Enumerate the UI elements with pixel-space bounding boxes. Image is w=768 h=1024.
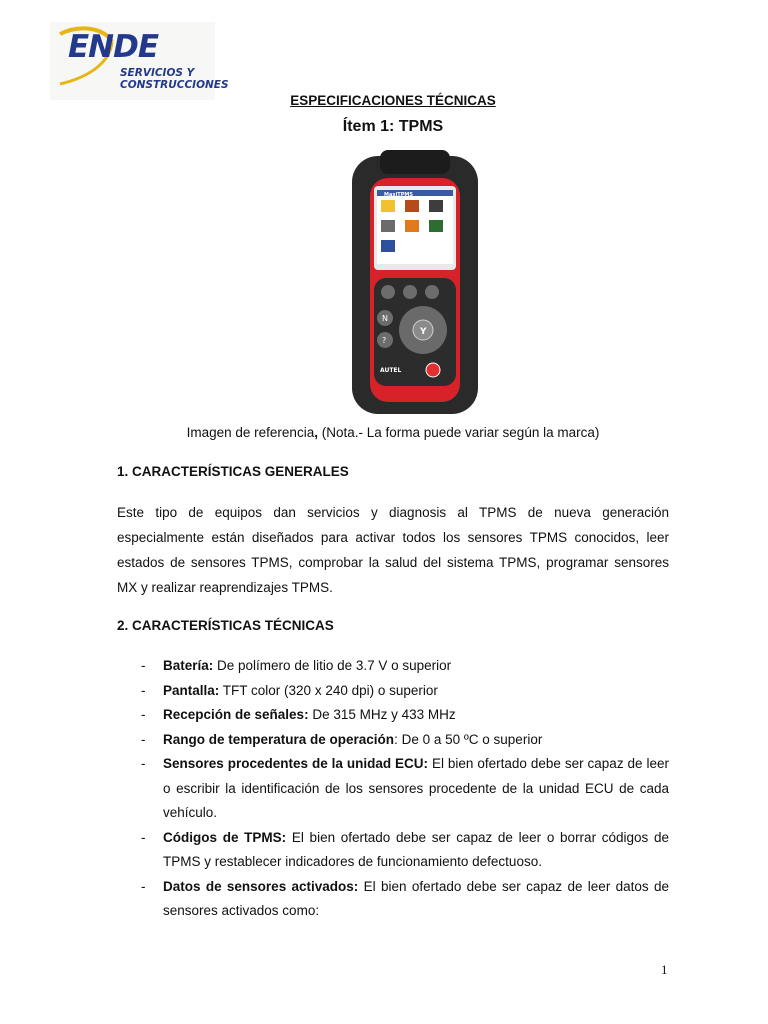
spec-label: Batería:: [163, 658, 214, 673]
section-2-heading: 2. CARACTERÍSTICAS TÉCNICAS: [117, 618, 334, 633]
spec-text: El bien ofertado debe ser capaz de leer o escribir la identificación de los sensores procedente de la unidad ECU de cada vehículo.: [163, 756, 669, 820]
device-maker-label: AUTEL: [380, 367, 402, 374]
svg-text:?: ?: [382, 336, 387, 345]
caption-main: Imagen de referencia: [186, 425, 315, 440]
spec-label: Datos de sensores activados:: [163, 878, 359, 894]
spec-item-signal: - Recepción de señales: De 315 MHz y 433 MHz: [141, 707, 456, 722]
spec-text: TFT color (320 x 240 dpi) o superior: [219, 682, 438, 698]
item-title: Ítem 1: TPMS: [342, 118, 444, 135]
spec-text: El bien ofertado debe ser capaz de leer datos de sensores activados como:: [163, 878, 670, 918]
tpms-device-image: [350, 150, 480, 416]
logo-subtitle-1: SERVICIOS Y: [120, 67, 195, 79]
device-brand-label: MaxiTPMS: [384, 192, 413, 198]
logo-name: ENDE: [68, 29, 159, 65]
svg-text:N: N: [382, 314, 388, 323]
spec-text: De polímero de litio de 3.7 V o superior: [213, 658, 452, 673]
technical-specs-list: [117, 654, 669, 924]
spec-label: Sensores procedentes de la unidad ECU:: [163, 756, 429, 771]
company-logo: [50, 22, 229, 100]
caption-comma: ,: [314, 425, 318, 440]
spec-item-tpms-codes: - Códigos de TPMS: El bien ofertado debe ser capaz de leer o borrar códigos de TPMS y restablecer indicadores de funcionamiento defectuoso.: [141, 829, 670, 869]
spec-label: Pantalla:: [163, 682, 220, 698]
spec-item-ecu-sensors: - Sensores procedentes de la unidad ECU: El bien ofertado debe ser capaz de leer o escribir la identificación de los sensores procedente de la unidad ECU de cada vehículo.: [141, 756, 669, 820]
spec-label: Recepción de señales:: [163, 707, 309, 722]
spec-label: Rango de temperatura de operación: [163, 731, 395, 747]
spec-item-screen: - Pantalla: TFT color (320 x 240 dpi) o superior: [141, 682, 438, 698]
spec-text: : De 0 a 50 ºC o superior: [394, 731, 543, 747]
spec-item-temperature: - Rango de temperatura de operación: De 0 a 50 ºC o superior: [141, 731, 543, 747]
spec-item-battery: - Batería: De polímero de litio de 3.7 V o superior: [141, 658, 452, 673]
spec-text: De 315 MHz y 433 MHz: [308, 707, 456, 722]
caption-note: (Nota.- La forma puede variar según la marca): [317, 425, 600, 440]
spec-item-sensor-data: - Datos de sensores activados: El bien ofertado debe ser capaz de leer datos de sensores activados como:: [141, 878, 670, 918]
section-1-paragraph: Este tipo de equipos dan servicios y diagnosis al TPMS de nueva generación especialmente están diseñados para activar todos los sensores TPMS conocidos, leer estados de sensores TPMS, comprobar la salud del sistema TPMS, programar sensores MX y realizar reaprendizajes TPMS.: [117, 505, 669, 595]
section-1-heading: 1. CARACTERÍSTICAS GENERALES: [117, 464, 349, 479]
page-number: 1: [661, 962, 668, 977]
document-title: ESPECIFICACIONES TÉCNICAS: [290, 93, 496, 108]
spec-text: El bien ofertado debe ser capaz de leer o borrar códigos de TPMS y restablecer indicadores de funcionamiento defectuoso.: [163, 829, 670, 869]
svg-text:Y: Y: [420, 327, 427, 337]
spec-label: Códigos de TPMS:: [163, 829, 287, 845]
logo-subtitle-2: CONSTRUCCIONES: [120, 79, 229, 91]
image-caption: [0, 425, 768, 440]
